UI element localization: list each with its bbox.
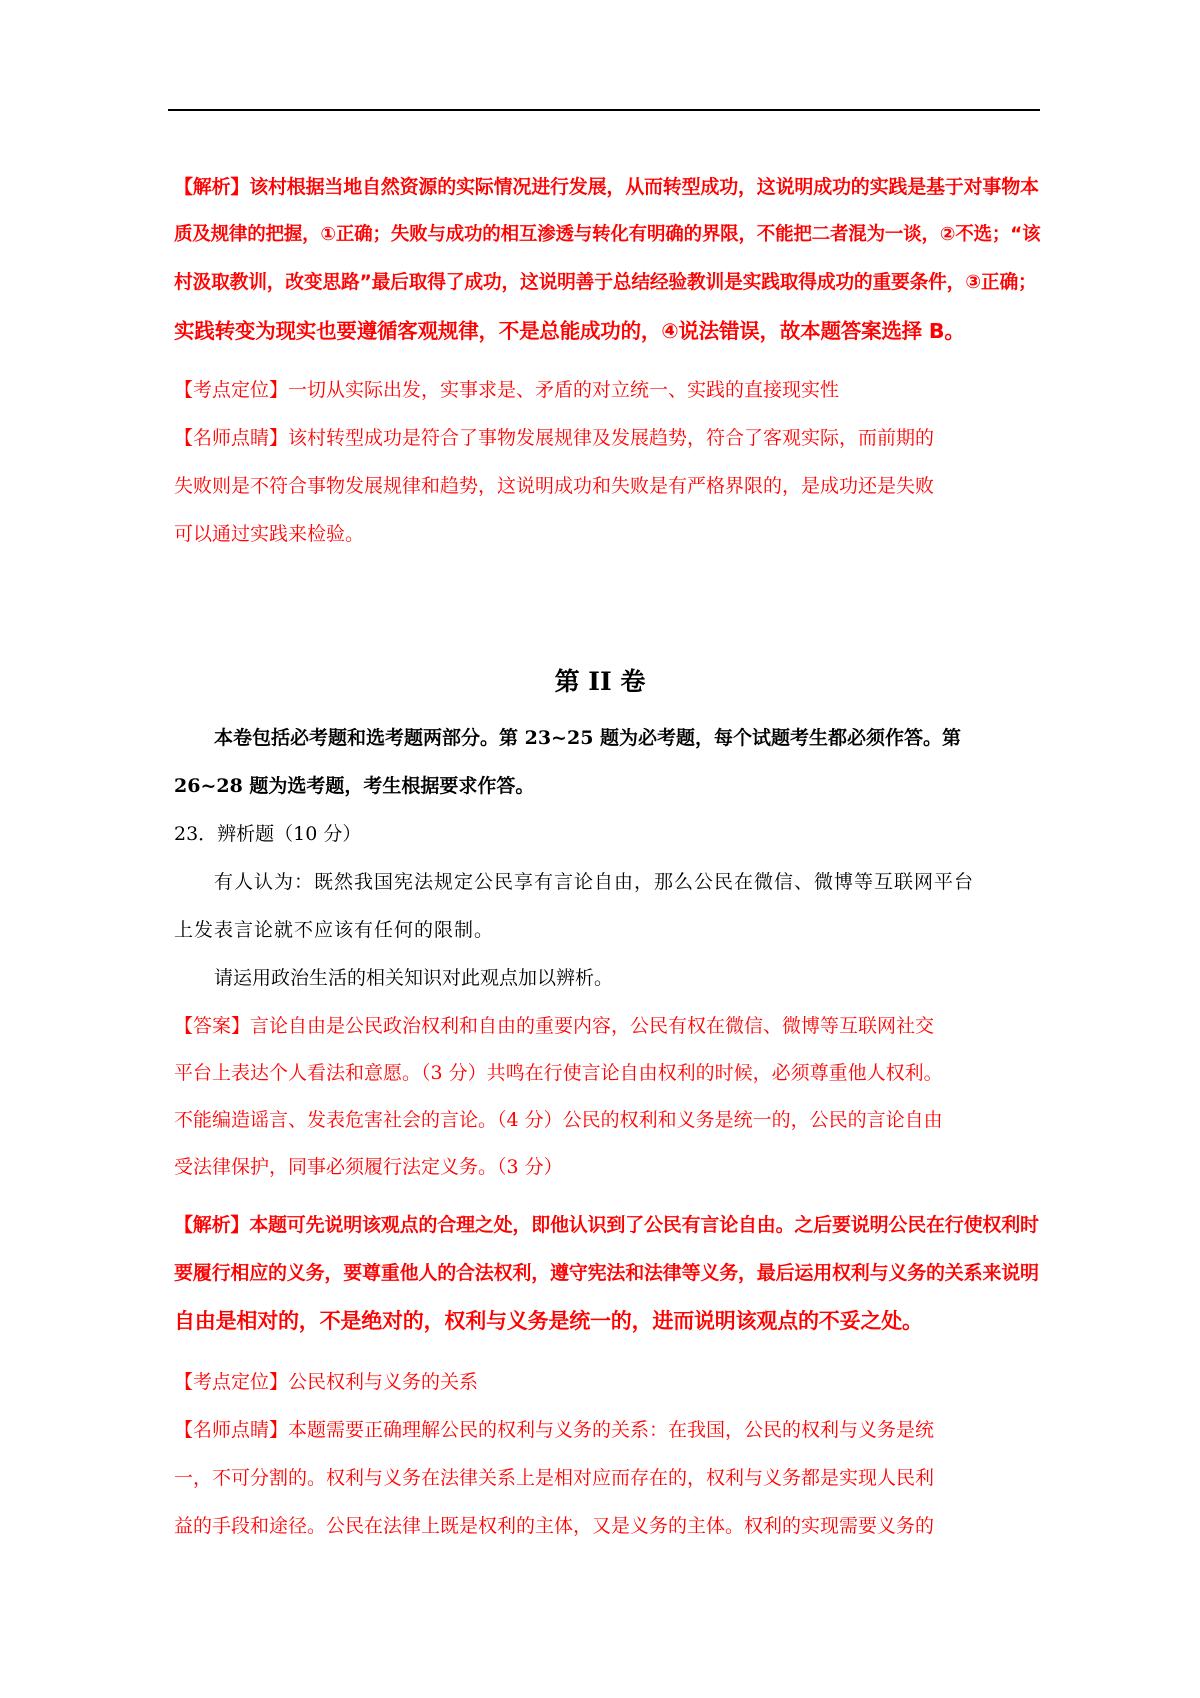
analysis1-line-4: 实践转变为现实也要遵循客观规律，不是总能成功的，④说法错误，故本题答案选择 B。 [174, 319, 965, 343]
mingshi1-line-2: 失败则是不符合事物发展规律和趋势，这说明成功和失败是有严格界限的，是成功还是失败 [174, 475, 935, 497]
analysis1-line-2: 质及规律的把握，①正确；失败与成功的相互渗透与转化有明确的界限，不能把二者混为一谈，②不选；“该 [174, 224, 1041, 245]
analysis23-line-1: 【解析】本题可先说明该观点的合理之处，即他认识到了公民有言论自由。之后要说明公民在行使权利时 [174, 1214, 1039, 1236]
answer23-line-3: 不能编造谣言、发表危害社会的言论。（4 分）公民的权利和义务是统一的，公民的言论自由 [174, 1109, 943, 1131]
question23-prompt-line-2: 上发表言论就不应该有任何的限制。 [174, 919, 495, 941]
analysis1-line-3: 村汲取教训，改变思路”最后取得了成功，这说明善于总结经验教训是实践取得成功的重要条件，③正确； [174, 272, 1037, 293]
answer23-line-1: 【答案】言论自由是公民政治权利和自由的重要内容，公民有权在微信、微博等互联网社交 [174, 1015, 935, 1037]
analysis23-line-3: 自由是相对的，不是绝对的，权利与义务是统一的，进而说明该观点的不妥之处。 [174, 1309, 923, 1333]
header-rule [168, 109, 1040, 111]
intro-line-1: 本卷包括必考题和选考题两部分。第 23~25 题为必考题，每个试题考生都必须作答。第 [214, 727, 962, 749]
question23-prompt-line-1: 有人认为：既然我国宪法规定公民享有言论自由，那么公民在微信、微博等互联网平台 [214, 871, 975, 893]
mingshi1-line-3: 可以通过实践来检验。 [174, 523, 365, 545]
kaodian1: 【考点定位】一切从实际出发，实事求是、矛盾的对立统一、实践的直接现实性 [174, 379, 840, 401]
kaodian23: 【考点定位】公民权利与义务的关系 [174, 1371, 479, 1393]
intro-line-2: 26~28 题为选考题，考生根据要求作答。 [174, 775, 535, 797]
answer23-line-4: 受法律保护，同事必须履行法定义务。（3 分） [174, 1156, 563, 1178]
analysis23-line-2: 要履行相应的义务，要尊重他人的合法权利，遵守宪法和法律等义务，最后运用权利与义务的关系来说明 [174, 1262, 1039, 1284]
answer23-line-2: 平台上表达个人看法和意愿。（3 分）共鸣在行使言论自由权利的时候，必须尊重他人权利。 [174, 1062, 943, 1084]
question23-heading: 23．辨析题（10 分） [174, 823, 362, 845]
section-title: 第 II 卷 [554, 667, 646, 696]
mingshi23-line-3: 益的手段和途径。公民在法律上既是权利的主体，又是义务的主体。权利的实现需要义务的 [174, 1515, 935, 1537]
question23-instruction: 请运用政治生活的相关知识对此观点加以辨析。 [214, 967, 614, 989]
mingshi23-line-2: 一，不可分割的。权利与义务在法律关系上是相对应而存在的，权利与义务都是实现人民利 [174, 1467, 935, 1489]
mingshi23-line-1: 【名师点睛】本题需要正确理解公民的权利与义务的关系：在我国，公民的权利与义务是统 [174, 1419, 935, 1441]
mingshi1-line-1: 【名师点睛】该村转型成功是符合了事物发展规律及发展趋势，符合了客观实际，而前期的 [174, 427, 935, 449]
analysis1-line-1: 【解析】该村根据当地自然资源的实际情况进行发展，从而转型成功，这说明成功的实践是基于对事物本 [174, 176, 1039, 198]
